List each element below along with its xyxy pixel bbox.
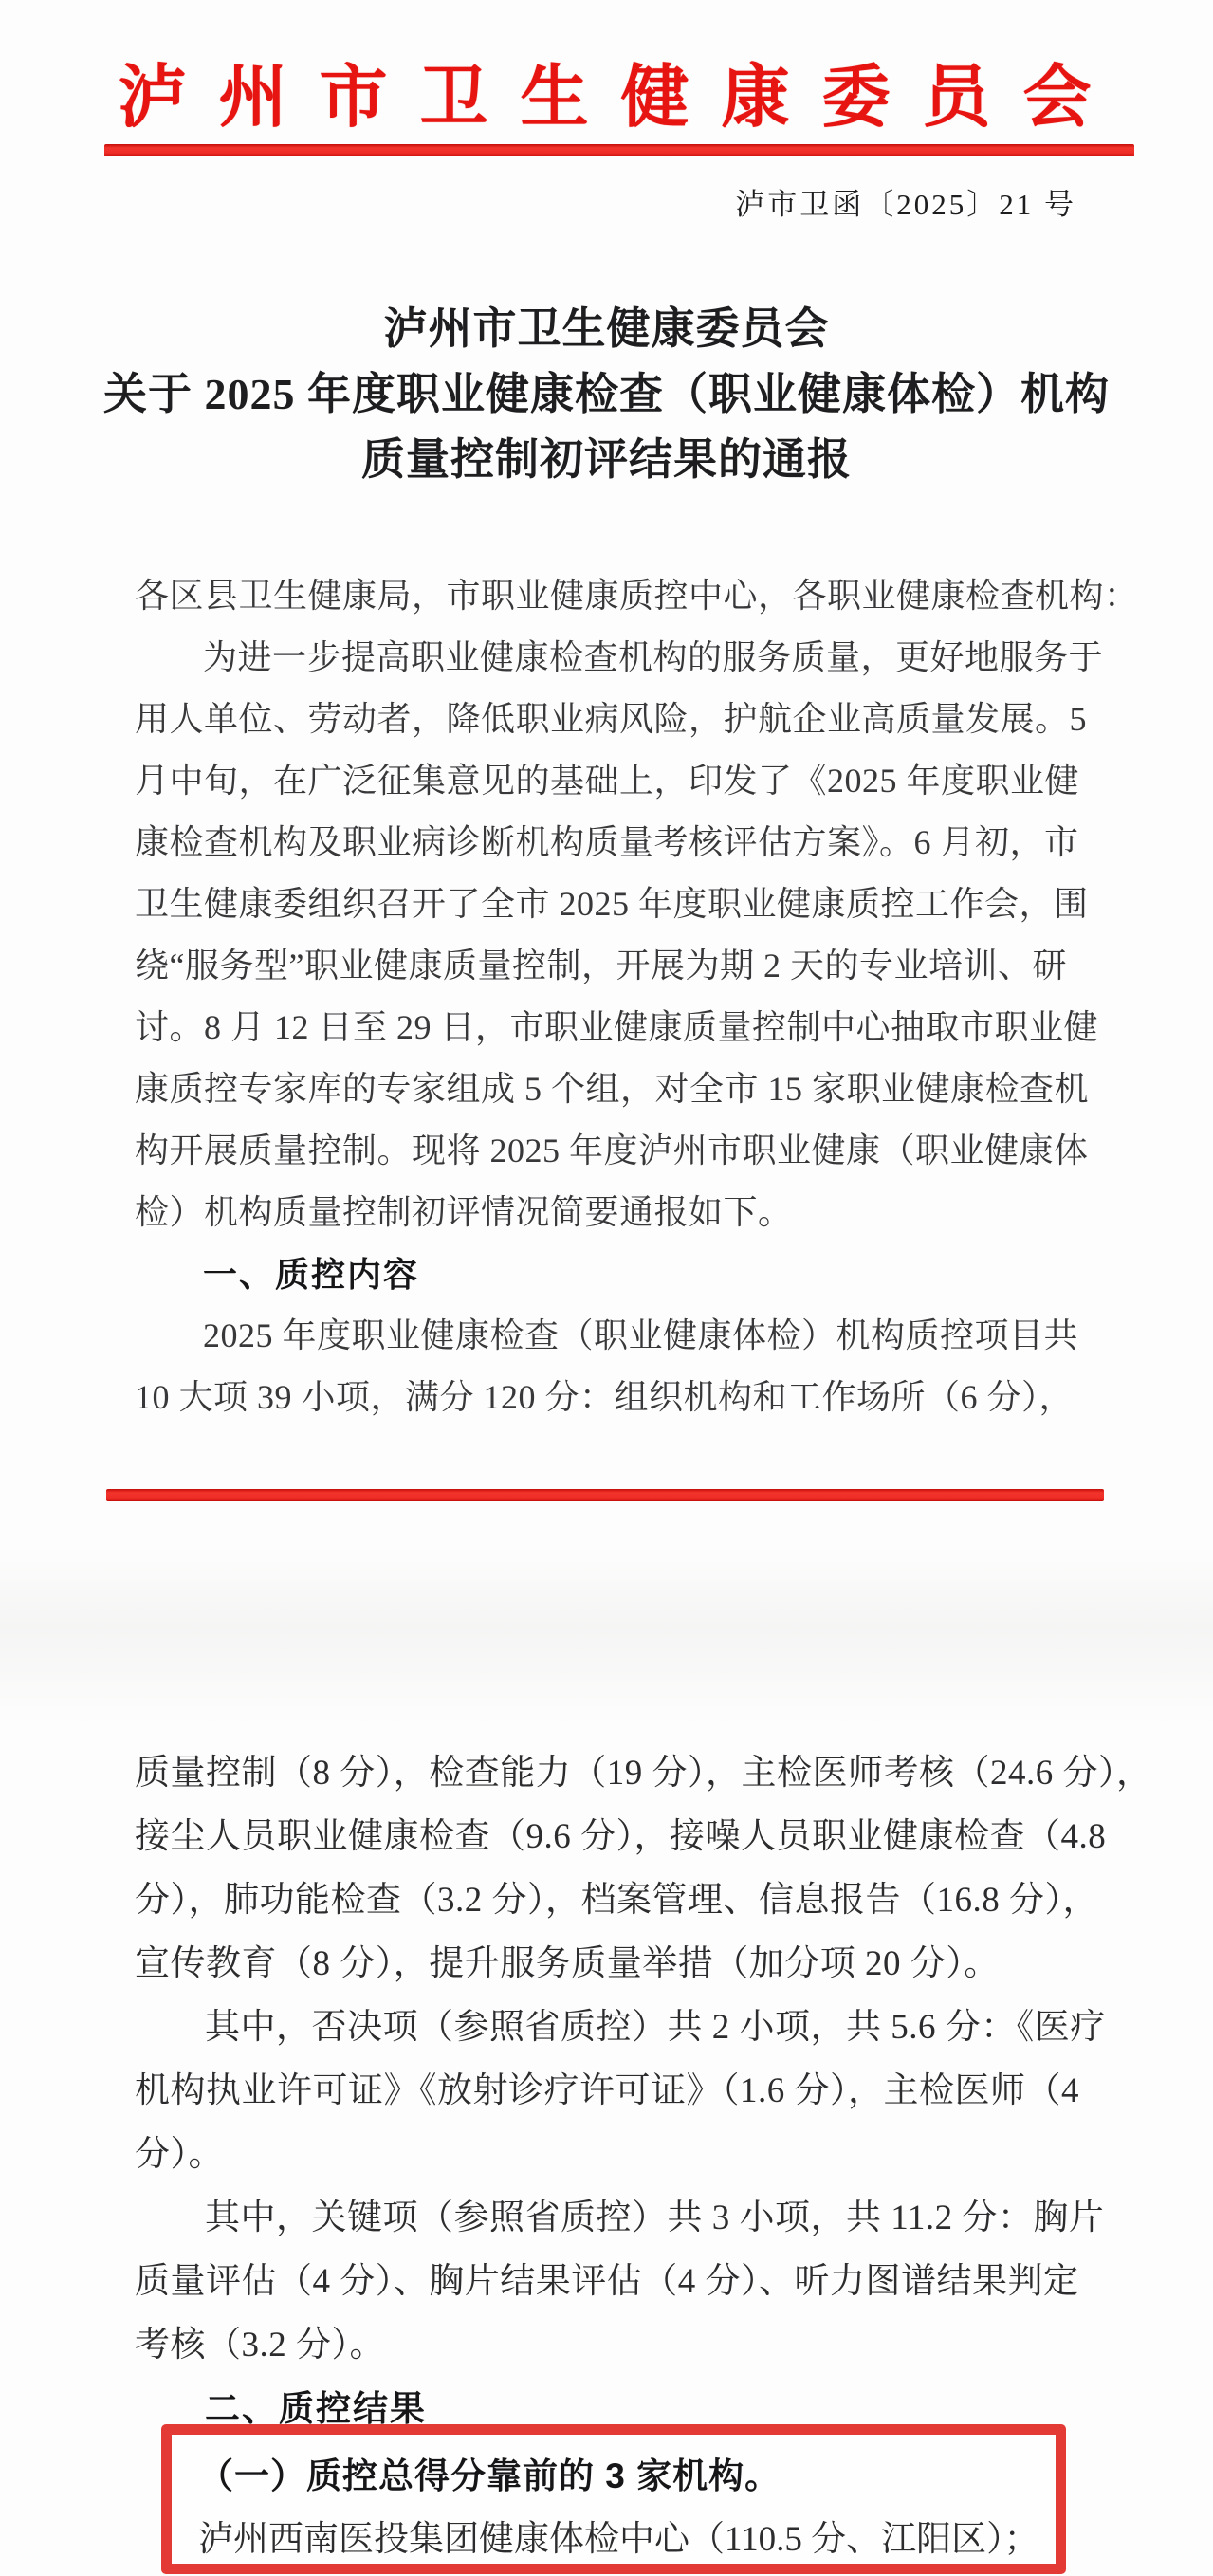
body-text-line: 用人单位、劳动者，降低职业病风险，护航企业高质量发展。5 [135, 700, 1088, 738]
document-title-line: 泸州市卫生健康委员会 [383, 304, 830, 353]
highlight-box-line: 泸州西南医投集团健康体检中心（110.5 分、江阳区）； [198, 2520, 1039, 2559]
body-text-line: 其中，否决项（参照省质控）共 2 小项，共 5.6 分：《医疗 [205, 2008, 1106, 2047]
highlight-box-line: （一）质控总得分靠前的 3 家机构。 [198, 2456, 781, 2495]
body-text-line: 质量控制（8 分），检查能力（19 分），主检医师考核（24.6 分）， [135, 1754, 1152, 1793]
body-text-line: 卫生健康委组织召开了全市 2025 年度职业健康质控工作会，围 [135, 885, 1089, 923]
body-text-line: 10 大项 39 小项，满分 120 分：组织机构和工作场所（6 分）， [135, 1378, 1075, 1416]
page-break-red-rule [106, 1489, 1104, 1501]
body-text-line: 检）机构质量控制初评情况简要通报如下。 [135, 1193, 793, 1231]
body-text-line: 考核（3.2 分）。 [135, 2326, 385, 2364]
body-text-line: 质量评估（4 分）、胸片结果评估（4 分）、听力图谱结果判定 [135, 2262, 1079, 2301]
body-text-line: 绕“服务型”职业健康质量控制，开展为期 2 天的专业培训、研 [135, 947, 1067, 984]
document-number: 泸市卫函〔2025〕21 号 [735, 188, 1076, 221]
body-text-line: 机构执业许可证》《放射诊疗许可证》（1.6 分），主检医师（4 [135, 2071, 1079, 2110]
body-text-line: 各区县卫生健康局，市职业健康质控中心，各职业健康检查机构： [135, 577, 1139, 615]
body-text-line: 为进一步提高职业健康检查机构的服务质量，更好地服务于 [203, 638, 1104, 676]
page-gap-shadow [0, 1546, 1213, 1726]
highlight-annotation-box [161, 2424, 1066, 2574]
document-title-line: 关于 2025 年度职业健康检查（职业健康体检）机构 [103, 370, 1110, 418]
body-text-line: 宣传教育（8 分），提升服务质量举措（加分项 20 分）。 [135, 1944, 1000, 1983]
body-text-line: 康质控专家库的专家组成 5 个组，对全市 15 家职业健康检查机 [135, 1070, 1090, 1108]
body-page2 [135, 1741, 1152, 2440]
body-text-line: 构开展质量控制。现将 2025 年度泸州市职业健康（职业健康体 [135, 1132, 1089, 1169]
body-text-line: 二、质控结果 [205, 2389, 427, 2428]
body-text-line: 一、质控内容 [203, 1255, 420, 1294]
document-title [0, 296, 1213, 492]
body-text-line: 接尘人员职业健康检查（9.6 分），接噪人员职业健康检查（4.8 [135, 1817, 1107, 1856]
body-text-line: 其中，关键项（参照省质控）共 3 小项，共 11.2 分：胸片 [205, 2199, 1105, 2237]
letterhead-org-name: 泸州市卫生健康委员会 [118, 60, 1124, 136]
body-text-line: 2025 年度职业健康检查（职业健康体检）机构质控项目共 [203, 1316, 1079, 1354]
body-text-line: 讨。8 月 12 日至 29 日，市职业健康质量控制中心抽取市职业健 [135, 1008, 1099, 1046]
body-text-line: 康检查机构及职业病诊断机构质量考核评估方案》。6 月初，市 [135, 823, 1079, 861]
body-text-line: 分）。 [135, 2135, 224, 2174]
body-text-line: 月中旬，在广泛征集意见的基础上，印发了《2025 年度职业健 [135, 762, 1080, 800]
body-page1 [135, 565, 1139, 1428]
letterhead-red-rule [104, 144, 1134, 156]
document-title-line: 质量控制初评结果的通报 [361, 435, 852, 484]
body-text-line: 分），肺功能检查（3.2 分），档案管理、信息报告（16.8 分）， [135, 1881, 1098, 1920]
